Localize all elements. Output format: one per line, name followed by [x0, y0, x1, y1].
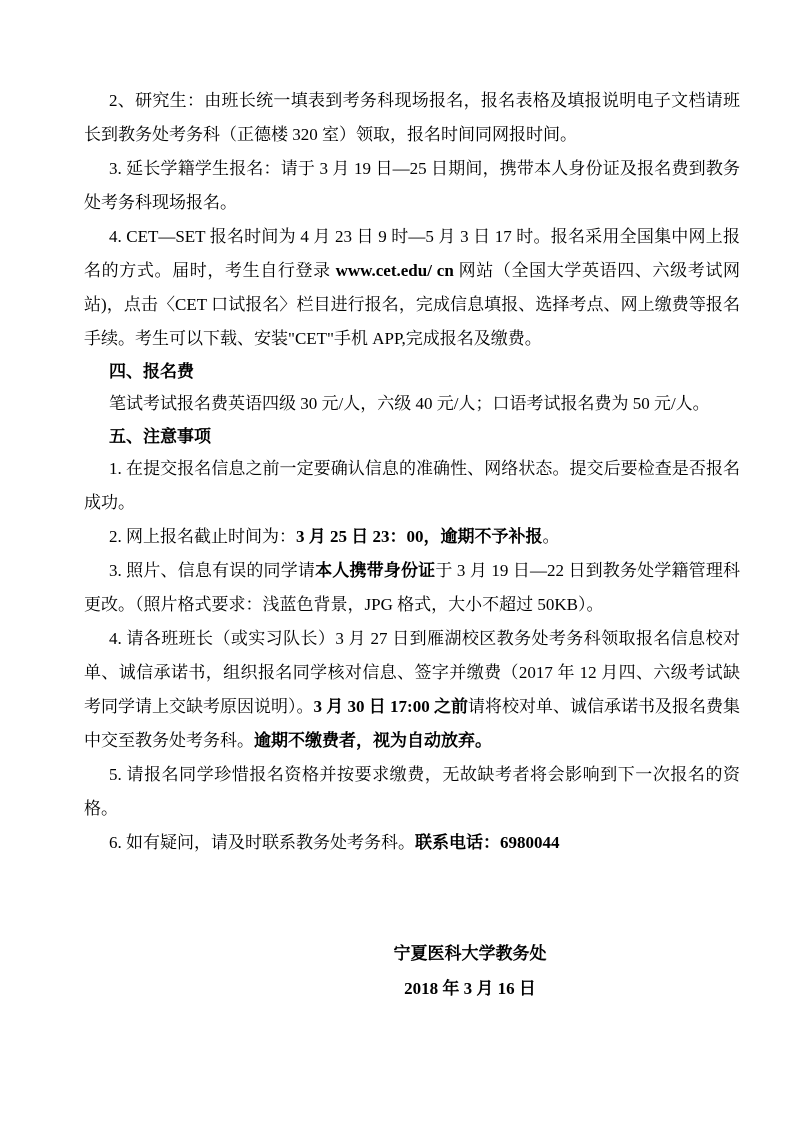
- forfeit-warning-emphasis: 逾期不缴费者，视为自动放弃。: [254, 731, 492, 750]
- signature-block: [280, 936, 660, 1006]
- note-6-contact: [84, 826, 740, 860]
- text-run: 4. 请各班班长（或实习队长）3 月 27 日到雁湖校区教务处考务科领取报名信息校对单、诚信承诺书，组织报名同学核对信息、签字并缴费（2017 年 12 月四、六级考试缺考同学请上交缺考原因说明）。: [84, 629, 740, 716]
- text-run: 3. 照片、信息有误的同学请: [109, 561, 316, 580]
- text-run: 2. 网上报名截止时间为：: [109, 527, 296, 546]
- deadline-emphasis: 3 月 25 日 23：00，逾期不予补报: [296, 527, 543, 546]
- note-4-class-monitor-duty: [84, 622, 740, 758]
- heading-registration-fee: [84, 356, 740, 387]
- para-fee-amounts: [84, 387, 740, 421]
- text-run: 于 3 月 19 日—22 日到教务处学籍管理科更改。（照片格式要求：浅蓝色背景，JPG 格式，大小不超过 50KB）。: [84, 561, 741, 614]
- text-run: 请将校对单、诚信承诺书及报名费集中交至教务处考务科。: [84, 697, 740, 750]
- text-run: 2、研究生：由班长统一填表到考务科现场报名，报名表格及填报说明电子文档请班长到教务处考务科（正德楼 320 室）领取，报名时间同网报时间。: [84, 91, 740, 144]
- signature-date: 2018 年 3 月 16 日: [404, 979, 536, 998]
- contact-phone: 联系电话：6980044: [415, 833, 560, 852]
- bring-id-emphasis: 本人携带身份证: [315, 561, 436, 580]
- heading-text: 四、报名费: [109, 362, 194, 381]
- para-extended-enrollment-registration: [84, 152, 740, 220]
- text-run: 3. 延长学籍学生报名：请于 3 月 19 日—25 日期间，携带本人身份证及报名费到教务处考务科现场报名。: [84, 159, 740, 212]
- cet-website-url: www.cet.edu/ cn: [335, 261, 454, 280]
- heading-notes: [84, 421, 740, 452]
- text-run: 网站（全国大学英语四、六级考试网站)，点击〈CET 口试报名〉栏目进行报名，完成信息填报、选择考点、网上缴费等报名手续。考生可以下载、安装"CET"手机 APP,完成报名及缴费。: [84, 261, 741, 348]
- text-run: 4. CET—SET 报名时间为 4 月 23 日 9 时—5 月 3 日 17 时。报名采用全国集中网上报名的方式。届时，考生自行登录: [84, 227, 740, 280]
- text-run: 笔试考试报名费英语四级 30 元/人，六级 40 元/人；口语考试报名费为 50 元/人。: [109, 394, 710, 413]
- note-3-photo-correction: [84, 554, 740, 622]
- note-5-cherish-qualification: [84, 758, 740, 826]
- payment-deadline-emphasis: 3 月 30 日 17:00 之前: [313, 697, 468, 716]
- heading-text: 五、注意事项: [109, 427, 211, 446]
- text-run: 5. 请报名同学珍惜报名资格并按要求缴费，无故缺考者将会影响到下一次报名的资格。: [84, 765, 740, 818]
- signature-org: 宁夏医科大学教务处: [393, 944, 547, 963]
- text-run: 1. 在提交报名信息之前一定要确认信息的准确性、网络状态。提交后要检查是否报名成功。: [84, 459, 740, 512]
- document-body: [84, 84, 740, 1006]
- note-1-confirm-info: [84, 452, 740, 520]
- text-run: 6. 如有疑问，请及时联系教务处考务科。: [109, 833, 415, 852]
- text-run: 。: [542, 527, 560, 546]
- para-cet-set-online-registration: [84, 220, 740, 356]
- para-graduate-registration: [84, 84, 740, 152]
- note-2-deadline: [84, 520, 740, 554]
